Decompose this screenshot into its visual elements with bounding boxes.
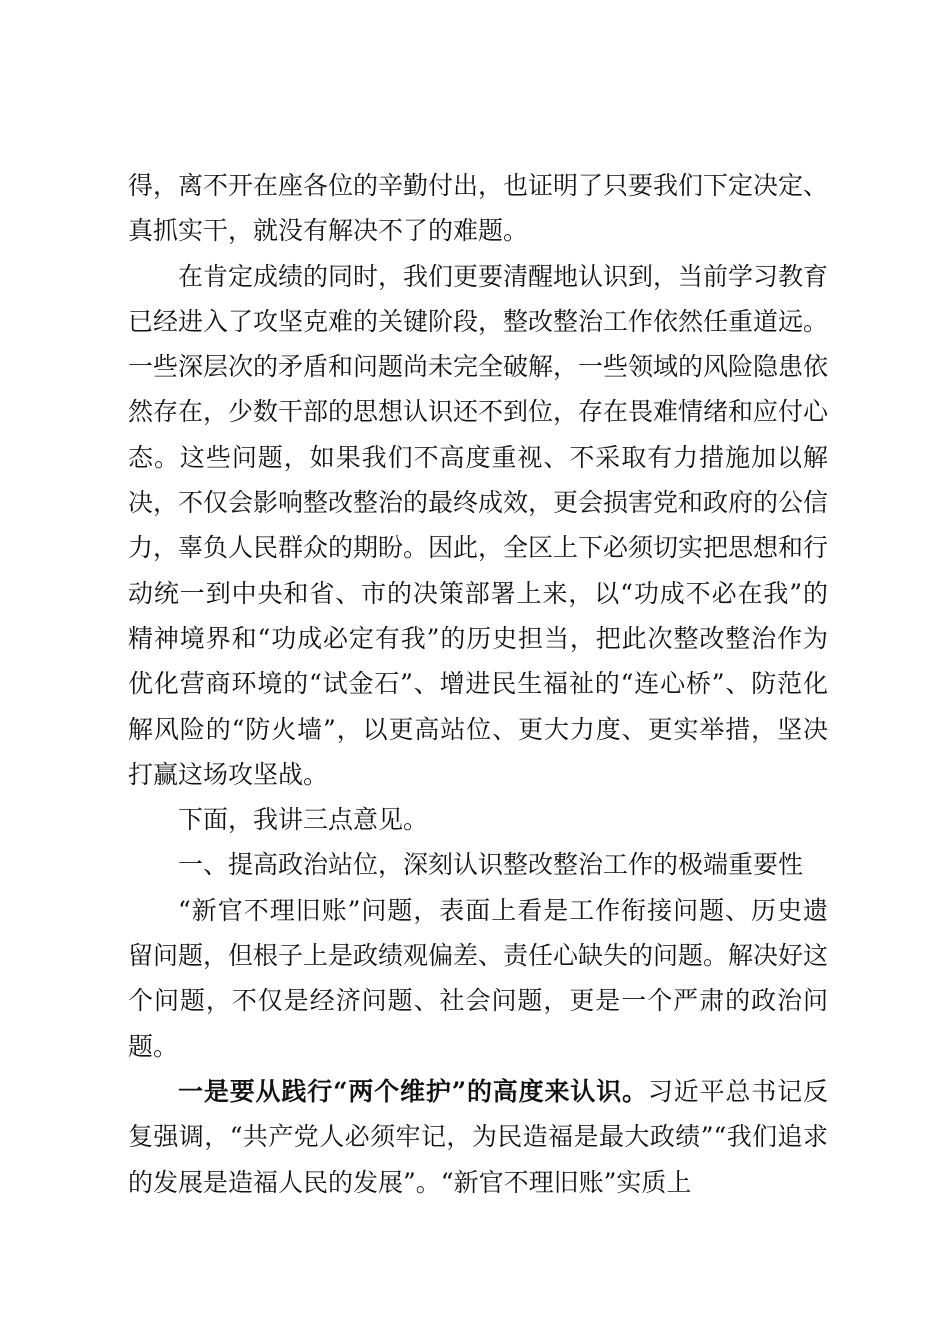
paragraph-intro: 下面，我讲三点意见。 xyxy=(178,805,429,835)
paragraph-achievements: 在肯定成绩的同时，我们更要清醒地认识到，当前学习教育已经进入了攻坚克难的关键阶段，整改整治工作依然任重道远。一些深层次的矛盾和问题尚未完全破解，一些领域的风险隐患依然存在，少数干部的思想认识还不到位，存在畏难情绪和应付心态。这些问题，如果我们不高度重视、不采取有力措施加以解决，不仅会影响整改整治的最终成效，更会损害党和政府的公信力，辜负人民群众的期盼。因此，全区上下必须切实把思想和行动统一到中央和省、市的决策部署上来，以“功成不必在我”的精神境界和“功成必定有我”的历史担当，把此次整改整治作为优化营商环境的“试金石”、增进民生福祉的“连心桥”、防范化解风险的“防火墙”，以更高站位、更大力度、更实举措，坚决打赢这场攻坚战。 xyxy=(128,261,829,789)
section-heading-1: 一、提高政治站位，深刻认识整改整治工作的极端重要性 xyxy=(178,850,804,880)
document-body xyxy=(128,163,828,1205)
paragraph-point-one xyxy=(128,1069,828,1205)
point-one-text: 习近平总书记反复强调，“共产党人必须牢记，为民造福是最大政绩”“我们追求的发展是造福人民的发展”。“新官不理旧账”实质上 xyxy=(128,1076,828,1197)
point-one-lead: 一是要从践行“两个维护”的高度来认识。 xyxy=(178,1076,648,1106)
paragraph-continuation: 得，离不开在座各位的辛勤付出，也证明了只要我们下定决定、真抓实干，就没有解决不了的难题。 xyxy=(128,171,829,246)
paragraph-old-accounts: “新官不理旧账”问题，表面上看是工作衔接问题、历史遗留问题，但根子上是政绩观偏差、责任心缺失的问题。解决好这个问题，不仅是经济问题、社会问题，更是一个严肃的政治问题。 xyxy=(128,895,829,1061)
